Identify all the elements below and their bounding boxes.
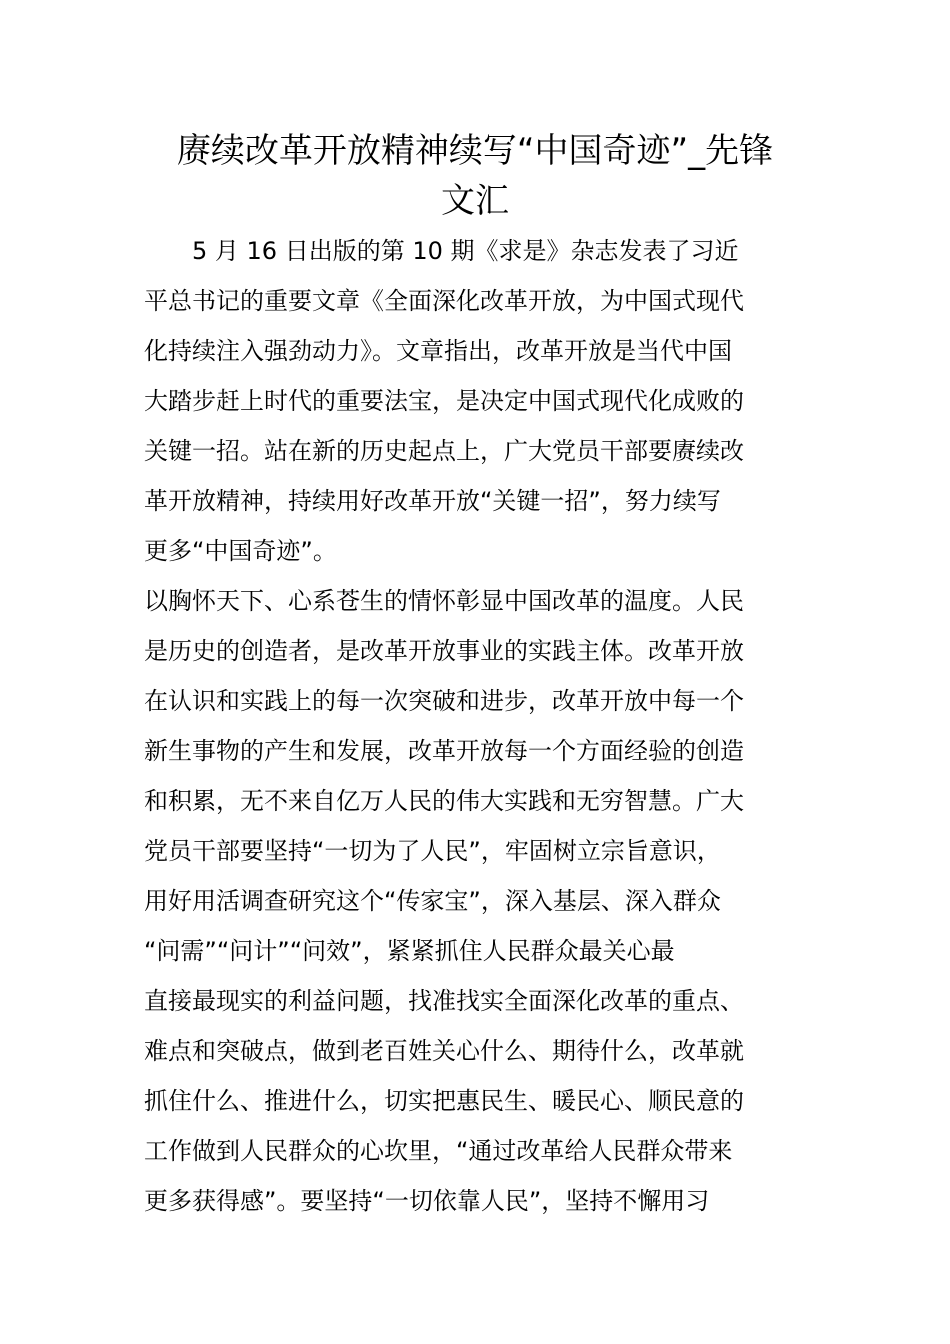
title-line-2: 文汇	[441, 181, 509, 221]
body-line: 工作做到人民群众的心坎里，“通过改革给人民群众带来	[144, 1137, 733, 1165]
body-line: 直接最现实的利益问题，找准找实全面深化改革的重点、	[144, 987, 744, 1015]
document-title	[140, 126, 810, 226]
title-line-1: 赓续改革开放精神续写“中国奇迹”_先锋	[176, 131, 774, 171]
body-line: 5 月 16 日出版的第 10 期《求是》杂志发表了习近	[144, 237, 739, 265]
body-line: 平总书记的重要文章《全面深化改革开放，为中国式现代	[144, 287, 744, 315]
body-line: 以胸怀天下、心系苍生的情怀彰显中国改革的温度。人民	[144, 587, 744, 615]
body-line: 党员干部要坚持“一切为了人民”，牢固树立宗旨意识，	[144, 837, 721, 865]
body-line: 革开放精神，持续用好改革开放“关键一招”，努力续写	[144, 487, 721, 515]
body-line: 和积累，无不来自亿万人民的伟大实践和无穷智慧。广大	[144, 787, 744, 815]
body-line: 是历史的创造者，是改革开放事业的实践主体。改革开放	[144, 637, 744, 665]
body-line: “问需”“问计”“问效”，紧紧抓住人民群众最关心最	[144, 937, 675, 965]
body-line: 更多“中国奇迹”。	[144, 537, 337, 565]
body-line: 化持续注入强劲动力》。文章指出，改革开放是当代中国	[144, 337, 732, 365]
body-line: 更多获得感”。要坚持“一切依靠人民”，坚持不懈用习	[144, 1187, 710, 1215]
body-line: 关键一招。站在新的历史起点上，广大党员干部要赓续改	[144, 437, 744, 465]
body-line: 难点和突破点，做到老百姓关心什么、期待什么，改革就	[144, 1037, 744, 1065]
body-line: 新生事物的产生和发展，改革开放每一个方面经验的创造	[144, 737, 744, 765]
body-line: 在认识和实践上的每一次突破和进步，改革开放中每一个	[144, 687, 744, 715]
body-line: 大踏步赶上时代的重要法宝，是决定中国式现代化成败的	[144, 387, 744, 415]
body-line: 用好用活调查研究这个“传家宝”，深入基层、深入群众	[144, 887, 721, 915]
body-line: 抓住什么、推进什么，切实把惠民生、暖民心、顺民意的	[144, 1087, 744, 1115]
